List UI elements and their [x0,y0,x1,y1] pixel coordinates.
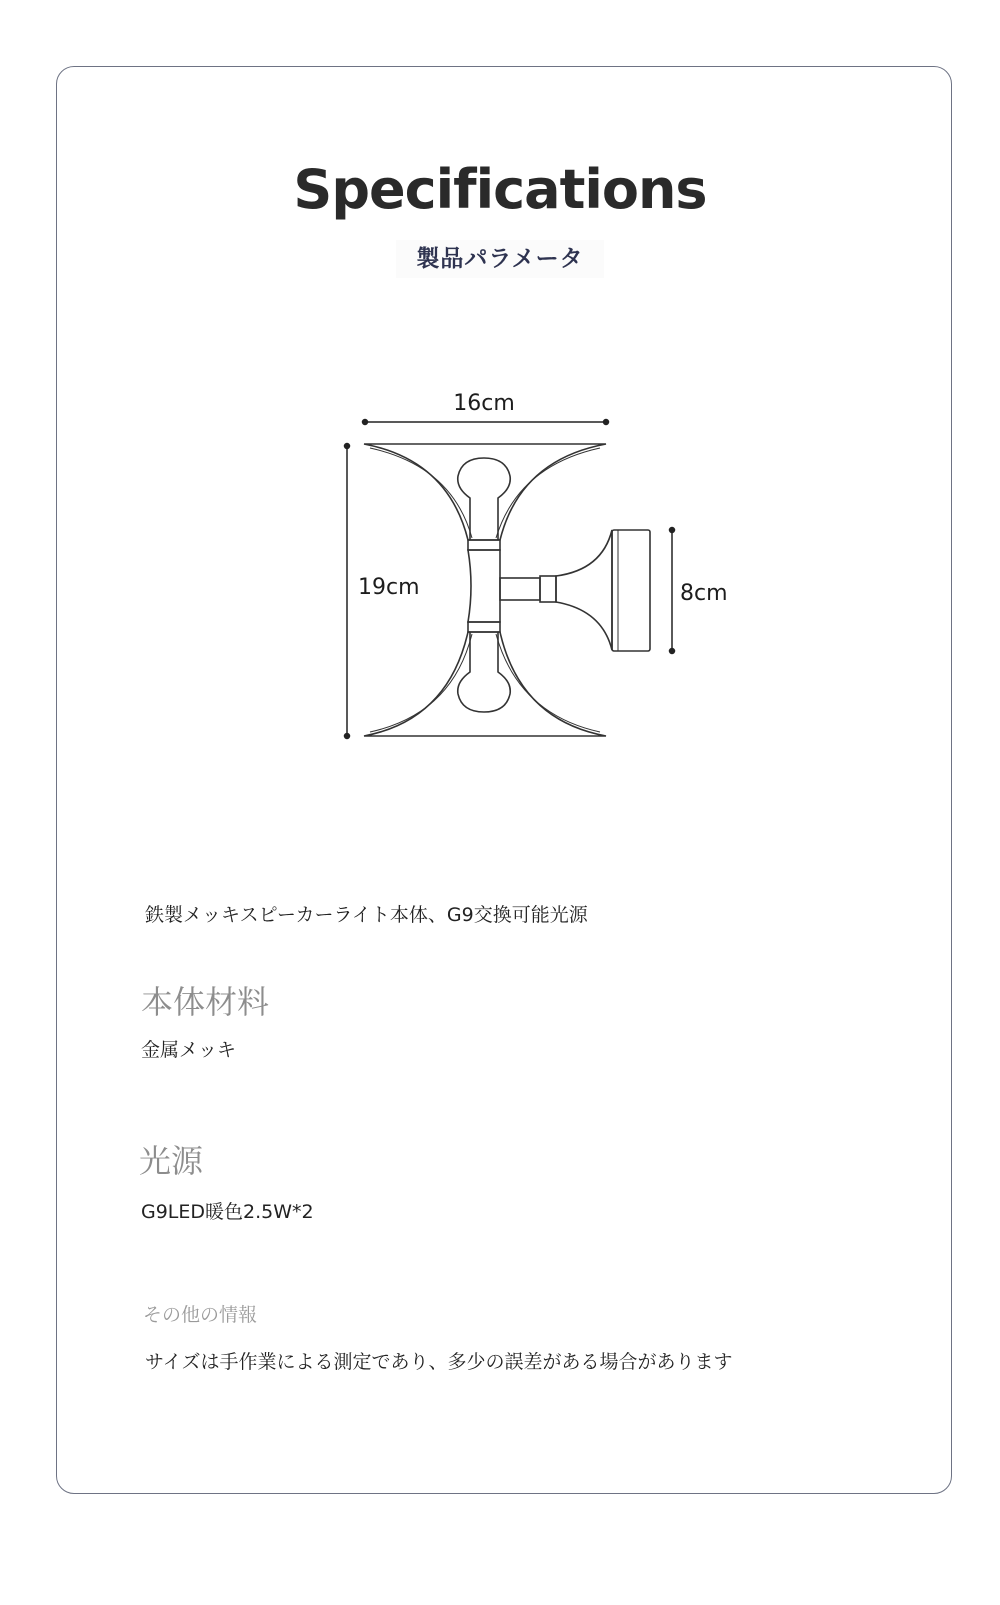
depth-dimension-line [670,528,675,654]
height-label: 19cm [358,575,420,600]
page-subtitle-text: 製品パラメータ [396,240,603,278]
width-dimension-line [363,420,609,425]
product-description: 鉄製メッキスピーカーライト本体、G9交換可能光源 [145,904,588,926]
depth-label: 8cm [680,581,728,606]
width-label: 16cm [453,391,515,416]
light-source-label: 光源 [139,1142,204,1180]
height-dimension-line [345,444,350,739]
arm-shape [500,578,540,600]
flare-shape [556,530,612,650]
page-title: Specifications [293,158,707,221]
spec-card [56,66,952,1494]
other-info-value: サイズは手作業による測定であり、多少の誤差がある場合があります [145,1351,733,1373]
material-label: 本体材料 [141,983,270,1021]
bottom-shade-shape [364,632,606,736]
top-bulb-shape [458,458,511,540]
other-info-label: その他の情報 [143,1304,258,1326]
light-source-value: G9LED暖色2.5W*2 [141,1201,314,1223]
page-subtitle [0,240,1000,273]
lamp-dimension-diagram [340,380,780,780]
material-value: 金属メッキ [141,1039,237,1061]
